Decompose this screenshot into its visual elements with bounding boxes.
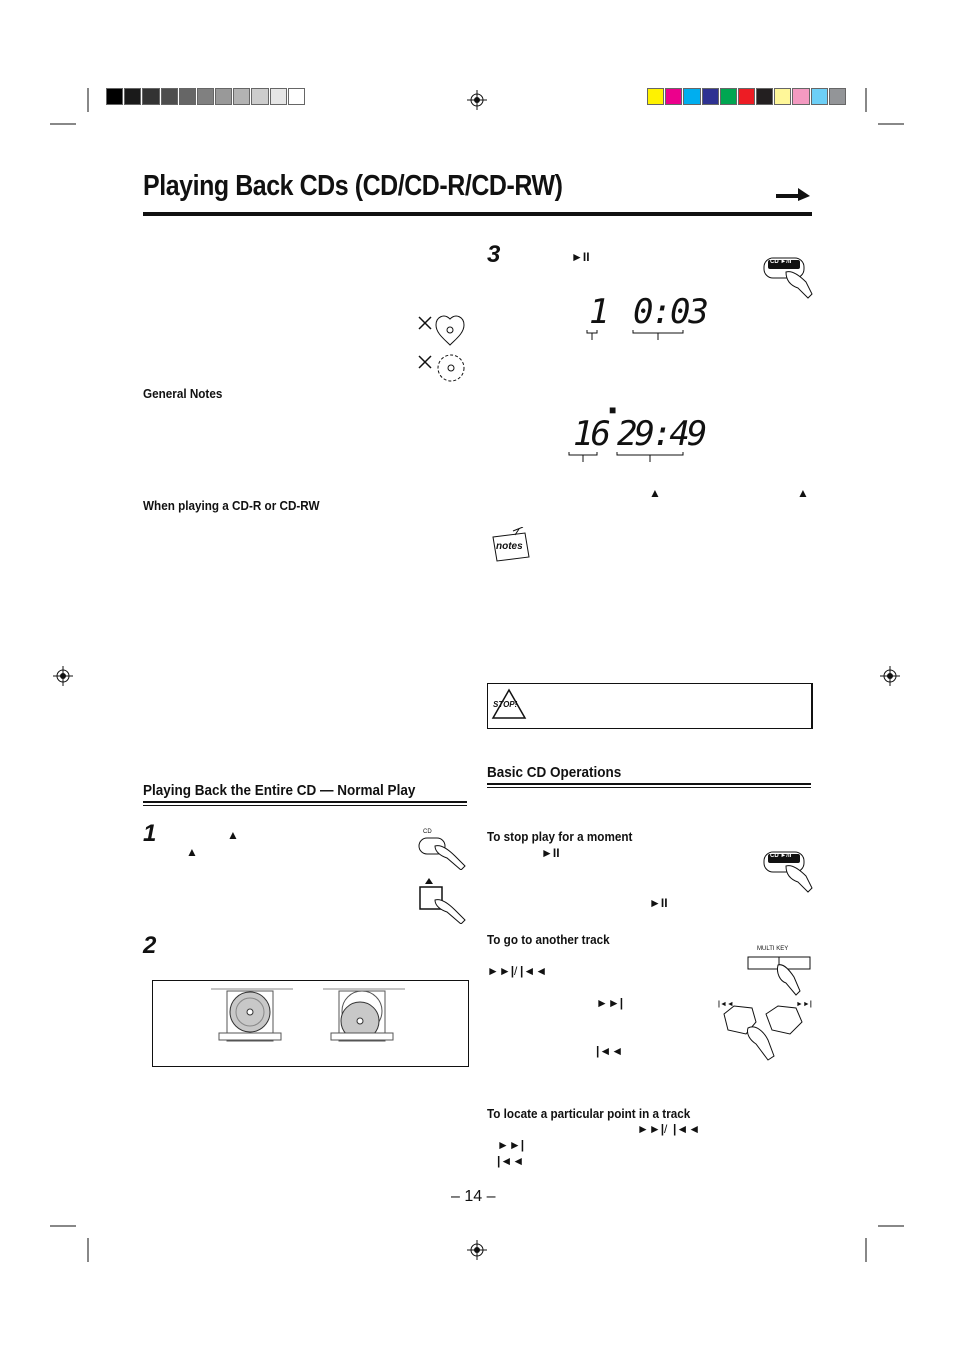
notes-label: notes bbox=[496, 541, 523, 552]
play-pause-symbol: ►II bbox=[649, 896, 668, 910]
stop-label: STOP! bbox=[493, 700, 518, 709]
next-key-label: ►►| bbox=[796, 1001, 812, 1008]
disc-loading-illustration bbox=[152, 980, 469, 1067]
eject-symbol: ▲ bbox=[227, 828, 239, 842]
lcd-callout-lines bbox=[583, 328, 693, 342]
multi-key-label: MULTI KEY bbox=[757, 946, 789, 952]
stop-symbol: ■ bbox=[609, 403, 617, 417]
step-1: 1 bbox=[143, 820, 157, 847]
step-3: 3 bbox=[487, 241, 501, 268]
section-rule bbox=[143, 801, 467, 806]
page-number: – 14 – bbox=[451, 1188, 496, 1205]
another-track-heading: To go to another track bbox=[487, 932, 610, 947]
lcd-total-time: 29:49 bbox=[617, 414, 705, 454]
play-pause-symbol: ►II bbox=[571, 250, 590, 264]
lcd-callout-lines bbox=[567, 450, 689, 464]
separator: / bbox=[664, 1122, 668, 1136]
cd-button-label: CD bbox=[423, 829, 432, 835]
next-symbol: ►►| bbox=[637, 1122, 665, 1136]
skip-keys-press-icon bbox=[716, 1000, 812, 1062]
eject-button-press-icon bbox=[415, 876, 471, 924]
basic-ops-heading: Basic CD Operations bbox=[487, 764, 622, 781]
next-symbol: ►►| bbox=[497, 1138, 525, 1152]
eject-symbol: ▲ bbox=[797, 486, 809, 500]
lcd-display-track-1 bbox=[583, 292, 707, 342]
prev-symbol: |◄◄ bbox=[673, 1122, 701, 1136]
prev-symbol: |◄◄ bbox=[497, 1154, 525, 1168]
lcd-elapsed-time: 0:03 bbox=[633, 292, 707, 332]
step-2: 2 bbox=[143, 932, 157, 959]
continue-arrow-icon bbox=[776, 180, 812, 202]
next-symbol: ►►| bbox=[596, 996, 624, 1010]
stop-moment-heading: To stop play for a moment bbox=[487, 829, 633, 844]
lcd-total-tracks: 16 bbox=[573, 414, 608, 454]
cd-play-button-label: CD ►/II bbox=[770, 853, 792, 859]
heart-disc-forbidden-icon bbox=[416, 313, 468, 347]
general-notes-heading: General Notes bbox=[143, 386, 223, 401]
octagon-disc-forbidden-icon bbox=[416, 352, 468, 386]
cdr-heading: When playing a CD-R or CD-RW bbox=[143, 498, 320, 513]
play-pause-symbol: ►II bbox=[541, 846, 560, 860]
section-rule bbox=[487, 783, 811, 788]
locate-point-heading: To locate a particular point in a track bbox=[487, 1106, 691, 1121]
lcd-display-total bbox=[567, 414, 705, 464]
separator: / bbox=[514, 964, 518, 978]
prev-symbol: |◄◄ bbox=[596, 1044, 624, 1058]
prev-key-label: |◄◄ bbox=[718, 1001, 734, 1008]
next-symbol: ►►| bbox=[487, 964, 515, 978]
normal-play-heading: Playing Back the Entire CD — Normal Play bbox=[143, 782, 416, 799]
page-title: Playing Back CDs (CD/CD-R/CD-RW) bbox=[143, 170, 563, 202]
title-rule bbox=[143, 212, 812, 216]
prev-symbol: |◄◄ bbox=[520, 964, 548, 978]
disc-tray-illustration bbox=[153, 981, 468, 1066]
cd-play-button-label: CD ►/II bbox=[770, 259, 792, 265]
multi-key-illustration bbox=[744, 945, 814, 1003]
eject-symbol: ▲ bbox=[186, 845, 198, 859]
lcd-track-number: 1 bbox=[589, 292, 608, 332]
eject-symbol: ▲ bbox=[649, 486, 661, 500]
caution-box bbox=[487, 683, 813, 729]
